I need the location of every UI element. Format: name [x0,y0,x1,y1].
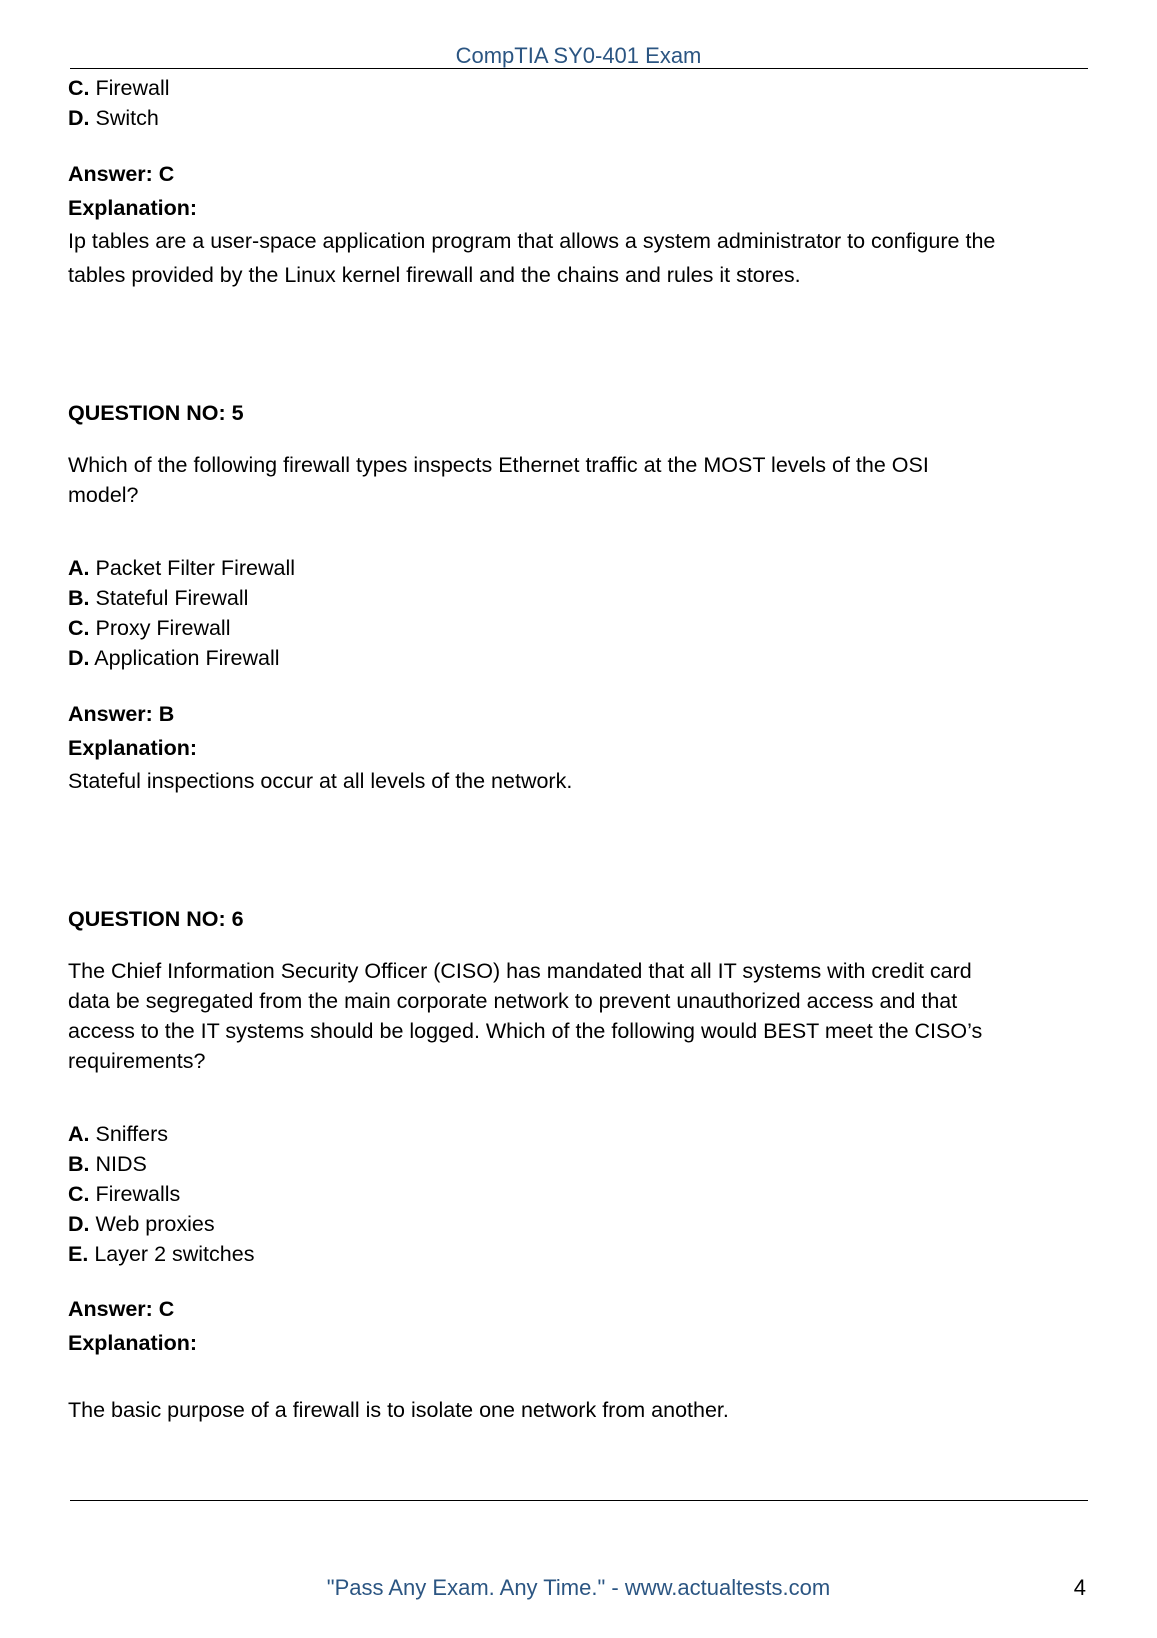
option-letter: C. [68,76,90,100]
option-text: Sniffers [95,1122,168,1146]
q5-option-c [68,616,230,641]
q4-explanation-label: Explanation: [68,196,198,220]
q5-option-b [68,586,248,611]
option-letter: E. [68,1242,89,1266]
q5-question-line-1: Which of the following firewall types inspects Ethernet traffic at the MOST levels of the OSI [68,453,929,477]
option-letter: D. [68,106,90,130]
q4-option-c [68,76,170,101]
option-text: Firewalls [95,1182,181,1206]
option-text: Application Firewall [94,646,280,670]
q6-heading: QUESTION NO: 6 [68,907,244,931]
q6-explanation-label: Explanation: [68,1331,198,1355]
q5-option-a [68,556,295,581]
q5-question-line-2: model? [68,483,139,507]
q4-option-d [68,106,159,131]
q4-explanation-line-1: Ip tables are a user-space application program that allows a system administrator to configure the [68,229,996,253]
footer-slogan: "Pass Any Exam. Any Time." - www.actualtests.com [326,1575,831,1600]
q6-option-b [68,1152,147,1177]
q4-explanation-line-2: tables provided by the Linux kernel firewall and the chains and rules it stores. [68,263,801,287]
q6-explanation: The basic purpose of a firewall is to isolate one network from another. [68,1398,729,1422]
option-letter: B. [68,586,90,610]
page-number: 4 [1073,1575,1086,1600]
option-text: Firewall [95,76,170,100]
option-letter: A. [68,556,90,580]
q6-option-d [68,1212,215,1237]
option-text: Layer 2 switches [94,1242,255,1266]
option-letter: A. [68,1122,90,1146]
option-text: Web proxies [95,1212,215,1236]
option-text: Switch [95,106,159,130]
q6-option-c [68,1182,180,1207]
option-letter: D. [68,1212,90,1236]
option-text: Packet Filter Firewall [95,556,295,580]
q6-question-line-4: requirements? [68,1049,206,1073]
q5-answer: Answer: B [68,702,175,726]
q6-question-line-3: access to the IT systems should be logged. Which of the following would BEST meet the CISO’s [68,1019,983,1043]
q5-explanation: Stateful inspections occur at all levels of the network. [68,769,573,793]
q6-option-a [68,1122,168,1147]
option-letter: C. [68,1182,90,1206]
q5-heading: QUESTION NO: 5 [68,401,244,425]
q6-question-line-1: The Chief Information Security Officer (CISO) has mandated that all IT systems with credit card [68,959,972,983]
page-header-title: CompTIA SY0-401 Exam [455,43,702,68]
q6-question-line-2: data be segregated from the main corporate network to prevent unauthorized access and that [68,989,958,1013]
q6-option-e [68,1242,254,1267]
option-letter: D. [68,646,90,670]
q5-explanation-label: Explanation: [68,736,198,760]
option-text: NIDS [95,1152,147,1176]
option-letter: B. [68,1152,90,1176]
footer-divider [70,1500,1088,1501]
q4-answer: Answer: C [68,162,175,186]
q5-option-d [68,646,280,671]
option-text: Stateful Firewall [95,586,249,610]
header-divider [70,68,1088,69]
q6-answer: Answer: C [68,1297,175,1321]
option-text: Proxy Firewall [95,616,231,640]
option-letter: C. [68,616,90,640]
